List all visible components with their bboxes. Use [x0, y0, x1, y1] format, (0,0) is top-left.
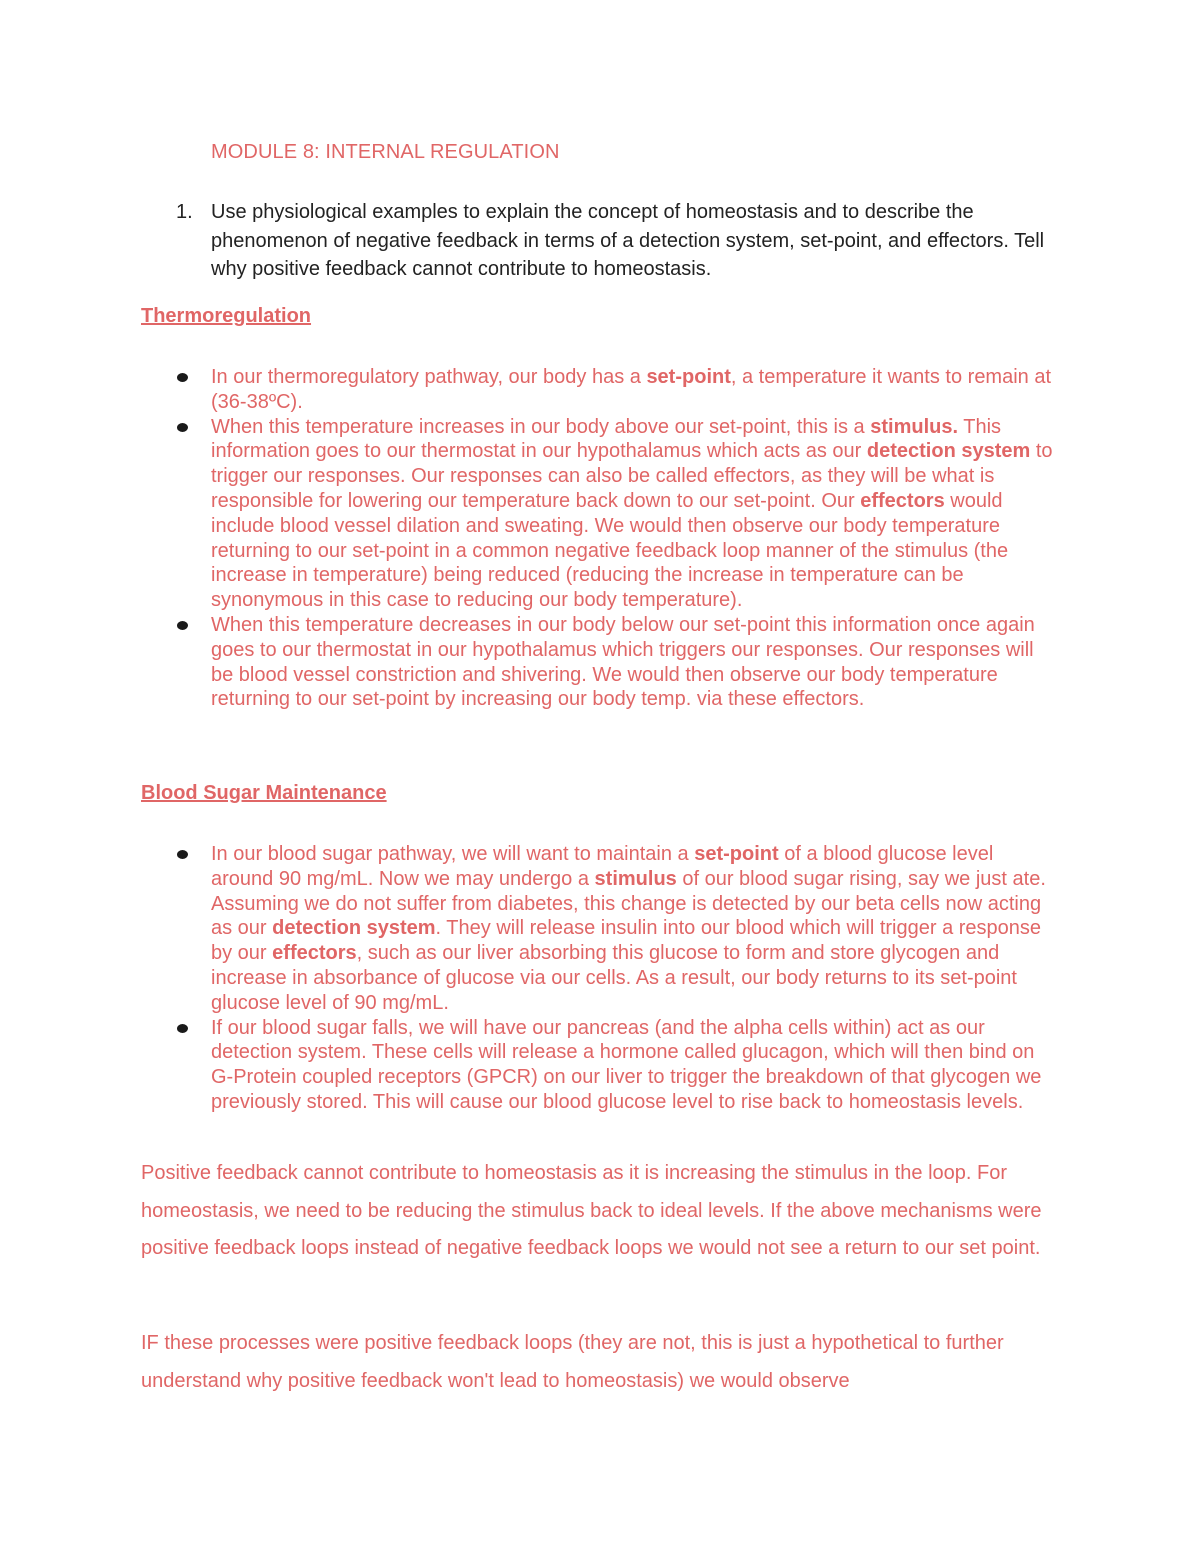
bullet-text: , such as our liver absorbing this glucose to form and store glycogen and increase in absorbance of glucose via our cells. As a result, our body returns to its set-point glucose level of 90 mg/mL. [211, 942, 1017, 1014]
question-text: Use physiological examples to explain the concept of homeostasis and to describe the phenomenon of negative feedback in terms of a detection system, set-point, and effectors. Tell why positive feedback cannot contribute to homeostasis. [211, 201, 1045, 280]
bullet-icon [177, 621, 188, 630]
bold-term: effectors [272, 942, 357, 965]
list-item [176, 842, 1061, 1016]
bold-term: effectors [860, 489, 945, 512]
paragraph: Positive feedback cannot contribute to homeostasis as it is increasing the stimulus in the loop. For homeostasis, we need to be reducing the stimulus back to ideal levels. If the above mechanisms were positive feedback loops instead of negative feedback loops we would not see a return to our set point. [141, 1162, 1042, 1259]
bullet-text: of a blood glucose level around 90 mg/mL. Now we may undergo a [211, 843, 994, 890]
question-number: 1. [176, 201, 193, 223]
bullet-icon [177, 850, 188, 859]
bold-term: stimulus [594, 867, 677, 890]
blood-sugar-list [176, 842, 1061, 1115]
module-title: MODULE 8: INTERNAL REGULATION [211, 141, 560, 163]
paragraph: IF these processes were positive feedback loops (they are not, this is just a hypothetical to further understand why positive feedback won't lead to homeostasis) we would observe [141, 1332, 1004, 1392]
bold-term: detection system [272, 917, 436, 940]
bullet-text: In our thermoregulatory pathway, our body has a [211, 366, 647, 388]
bullet-text: of our blood sugar rising, say we just ate. Assuming we do not suffer from diabetes, this change is detected by our beta cells now acting as our [211, 867, 1046, 940]
bullet-icon [177, 423, 188, 432]
bullet-text: In our blood sugar pathway, we will want to maintain a [211, 843, 695, 865]
thermoregulation-list [176, 365, 1061, 712]
bullet-text: When this temperature decreases in our body below our set-point this information once again goes to our thermostat in our hypothalamus which triggers our responses. Our responses will be blood vessel constriction and shivering. We would then observe our body temperature returning to our set-point by increasing our body temp. via these effectors. [211, 613, 1035, 711]
bullet-text: . They will release insulin into our blood which will trigger a response by our [211, 917, 1042, 965]
bullet-text: When this temperature increases in our body above our set-point, this is a [211, 415, 871, 438]
bullet-icon [177, 373, 188, 382]
bold-term: stimulus. [870, 415, 959, 438]
bullet-text: would include blood vessel dilation and sweating. We would then observe our body temperature returning to our set-point in a common negative feedback loop manner of the stimulus (the increase in temperature) being reduced (reducing the increase in temperature can be synonymous in this case to reducing our body temperature). [211, 489, 1009, 612]
list-item [176, 613, 1061, 712]
bold-term: set-point [694, 843, 779, 865]
bullet-text: This information goes to our thermostat in our hypothalamus which acts as our [211, 415, 1002, 463]
bullet-text: If our blood sugar falls, we will have our pancreas (and the alpha cells within) act as our detection system. These cells will release a hormone called glucagon, which will then bind on G-Protein coupled receptors (GPCR) on our liver to trigger the breakdown of that glycogen we previously stored. This will cause our blood glucose level to rise back to homeostasis levels. [211, 1016, 1042, 1113]
bullet-text: to trigger our responses. Our responses can also be called effectors, as they will be what is responsible for lowering our temperature back down to our set-point. Our [211, 440, 1053, 512]
bullet-icon [177, 1024, 188, 1033]
list-item [176, 415, 1061, 613]
list-item [176, 365, 1061, 415]
bullet-text: , a temperature it wants to remain at (36-38ºC). [211, 366, 1052, 413]
blood-sugar-heading: Blood Sugar Maintenance [141, 782, 387, 804]
question-item [176, 198, 1056, 284]
bold-term: detection system [866, 440, 1031, 463]
thermoregulation-heading: Thermoregulation [141, 305, 312, 327]
list-item [176, 1016, 1061, 1115]
bold-term: set-point [646, 366, 731, 388]
